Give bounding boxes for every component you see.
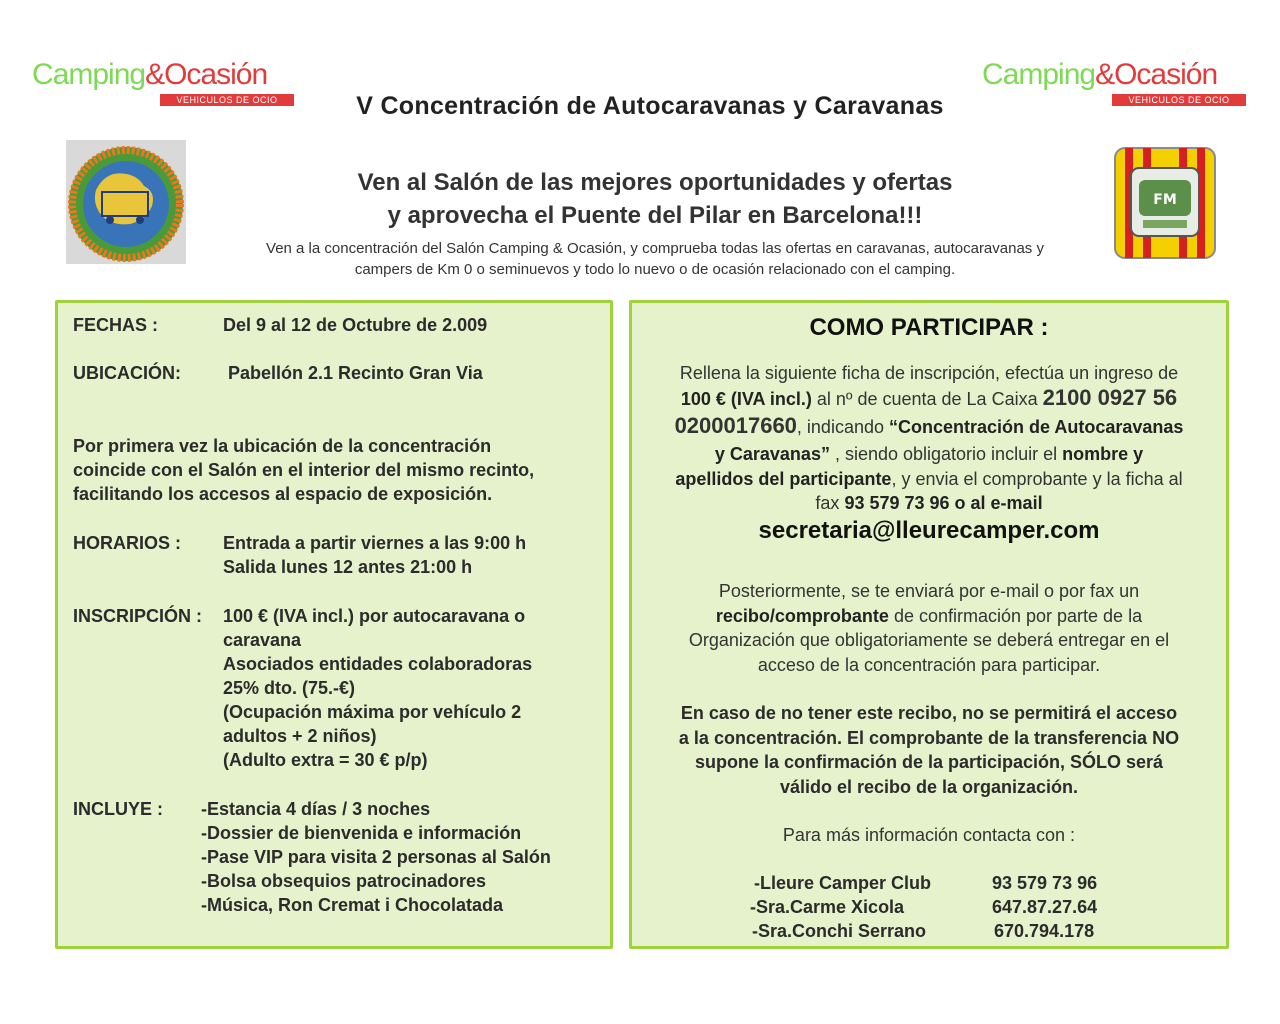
intro-line-1: Ven a la concentración del Salón Camping & Ocasión, y comprueba todas las ofertas en caravanas, autocaravanas y: [266, 240, 1044, 257]
logo-word-ocasion: &Ocasión: [1095, 58, 1218, 91]
logo-left: [32, 58, 302, 110]
intro-text: [210, 238, 1100, 280]
concept-text: “Concentración de Autocaravanas: [889, 417, 1184, 437]
incluye-item: -Dossier de bienvenida e información: [201, 823, 522, 843]
logo-right: [982, 58, 1252, 110]
receipt-line: Organización que obligatoriamente se deberá entregar en el: [688, 630, 1170, 650]
receipt-bold: recibo/comprobante: [715, 605, 889, 626]
contact-phone[interactable]: 647.87.27.64: [992, 897, 1098, 917]
receipt-line: acceso de la concentración para participar.: [757, 654, 1101, 675]
intro-line-2: campers de Km 0 o seminuevos y todo lo nuevo o de ocasión relacionado con el camping.: [354, 261, 956, 278]
inscripcion-label: INSCRIPCIÓN :: [73, 606, 203, 626]
more-info-label: Para más información contacta con :: [782, 825, 1076, 845]
fechas-label: FECHAS :: [73, 315, 158, 335]
instruction-line: [642, 467, 1216, 492]
required-text: nombre y: [1062, 444, 1144, 464]
logo-subtitle: VEHICULOS DE OCIO: [1112, 94, 1246, 106]
instruction-line: Rellena la siguiente ficha de inscripción, efectúa un ingreso de: [679, 363, 1179, 383]
inscripcion-line: adultos + 2 niños): [223, 726, 377, 746]
instruction-text: al nº de cuenta de La Caixa: [811, 388, 1043, 409]
incluye-item: -Pase VIP para visita 2 personas al Salón: [201, 847, 551, 867]
instruction-text: , siendo obligatorio incluir el: [829, 444, 1063, 464]
ubicacion-paragraph: [73, 434, 613, 506]
warning-line: a la concentración. El comprobante de la transferencia NO: [678, 727, 1180, 748]
inscripcion-line: (Adulto extra = 30 € p/p): [223, 750, 428, 770]
concept-text: y Caravanas”: [714, 444, 830, 464]
instruction-text: , y envia el comprobante y la ficha al: [891, 468, 1183, 489]
receipt-text: de confirmación por parte de la: [888, 605, 1143, 626]
horarios-label: HORARIOS :: [73, 533, 181, 553]
headline-line-2: y aprovecha el Puente del Pilar en Barcelona!!!: [387, 202, 923, 229]
account-number-part1: 2100 0927 56: [1042, 384, 1178, 410]
incluye-item: -Bolsa obsequios patrocinadores: [201, 871, 487, 891]
instruction-line: [642, 386, 1216, 412]
instruction-line: [642, 411, 1216, 442]
svg-text:FM: FM: [1153, 192, 1177, 208]
inscripcion-line: Asociados entidades colaboradoras: [223, 654, 533, 674]
fax-number: 93 579 73 96 o al e-mail: [844, 493, 1043, 513]
horario-entrada: Entrada a partir viernes a las 9:00 h: [223, 533, 527, 553]
instructions-paragraph: [642, 361, 1216, 516]
warning-paragraph: [642, 701, 1216, 799]
contact-name: -Sra.Conchi Serrano: [752, 921, 927, 941]
contact-name: -Sra.Carme Xicola: [750, 897, 905, 917]
logo-word-camping: Camping: [982, 58, 1096, 91]
inscripcion-line: caravana: [223, 630, 302, 650]
contact-email[interactable]: secretaria@lleurecamper.com: [758, 517, 1100, 544]
incluye-label: INCLUYE :: [73, 799, 163, 819]
inscripcion-line: (Ocupación máxima por vehículo 2: [223, 702, 522, 722]
logo-subtitle: VEHICULOS DE OCIO: [160, 94, 294, 106]
fechas-value: Del 9 al 12 de Octubre de 2.009: [223, 315, 488, 335]
paragraph-line: facilitando los accesos al espacio de exposición.: [73, 484, 493, 504]
warning-line: válido el recibo de la organización.: [779, 776, 1079, 797]
instruction-line: [642, 442, 1216, 467]
club-globe-emblem-icon: [66, 140, 186, 264]
headline: [290, 166, 1020, 232]
amount: 100 € (IVA incl.): [680, 388, 812, 409]
account-number-part2: 0200017660: [674, 413, 797, 438]
instruction-text: , indicando: [796, 417, 889, 437]
contact-phone[interactable]: 670.794.178: [994, 921, 1095, 941]
como-participar-title: COMO PARTICIPAR :: [809, 314, 1049, 341]
catalan-flag-camper-emblem-icon: [1113, 146, 1217, 260]
receipt-line: Posteriormente, se te enviará por e-mail o por fax un: [718, 581, 1140, 601]
contact-phone[interactable]: 93 579 73 96: [992, 873, 1098, 893]
event-details-panel: [55, 300, 613, 949]
inscripcion-line: 100 € (IVA incl.) por autocaravana o: [223, 606, 526, 626]
inscripcion-line: 25% dto. (75.-€): [223, 678, 356, 698]
incluye-item: -Estancia 4 días / 3 noches: [201, 799, 431, 819]
instruction-line: [642, 491, 1216, 516]
receipt-line: [642, 604, 1216, 629]
how-to-participate-panel: [629, 300, 1229, 949]
contact-name: -Lleure Camper Club: [754, 873, 932, 893]
page-title: V Concentración de Autocaravanas y Caravanas: [356, 92, 944, 120]
incluye-item: -Música, Ron Cremat i Chocolatada: [201, 895, 504, 915]
required-text: apellidos del participante: [675, 468, 892, 489]
logo-word-camping: Camping: [32, 58, 146, 91]
paragraph-line: coincide con el Salón en el interior del mismo recinto,: [73, 460, 535, 480]
horario-salida: Salida lunes 12 antes 21:00 h: [223, 557, 473, 577]
instruction-text: fax: [815, 493, 845, 513]
logo-word-ocasion: &Ocasión: [145, 58, 268, 91]
warning-line: En caso de no tener este recibo, no se permitirá el acceso: [680, 703, 1178, 723]
ubicacion-value: Pabellón 2.1 Recinto Gran Via: [228, 363, 483, 383]
warning-line: supone la confirmación de la participación, SÓLO será: [694, 752, 1164, 772]
headline-line-1: Ven al Salón de las mejores oportunidades y ofertas: [357, 169, 953, 196]
ubicacion-label: UBICACIÓN:: [73, 363, 181, 383]
receipt-paragraph: [642, 579, 1216, 677]
paragraph-line: Por primera vez la ubicación de la concentración: [73, 436, 492, 456]
